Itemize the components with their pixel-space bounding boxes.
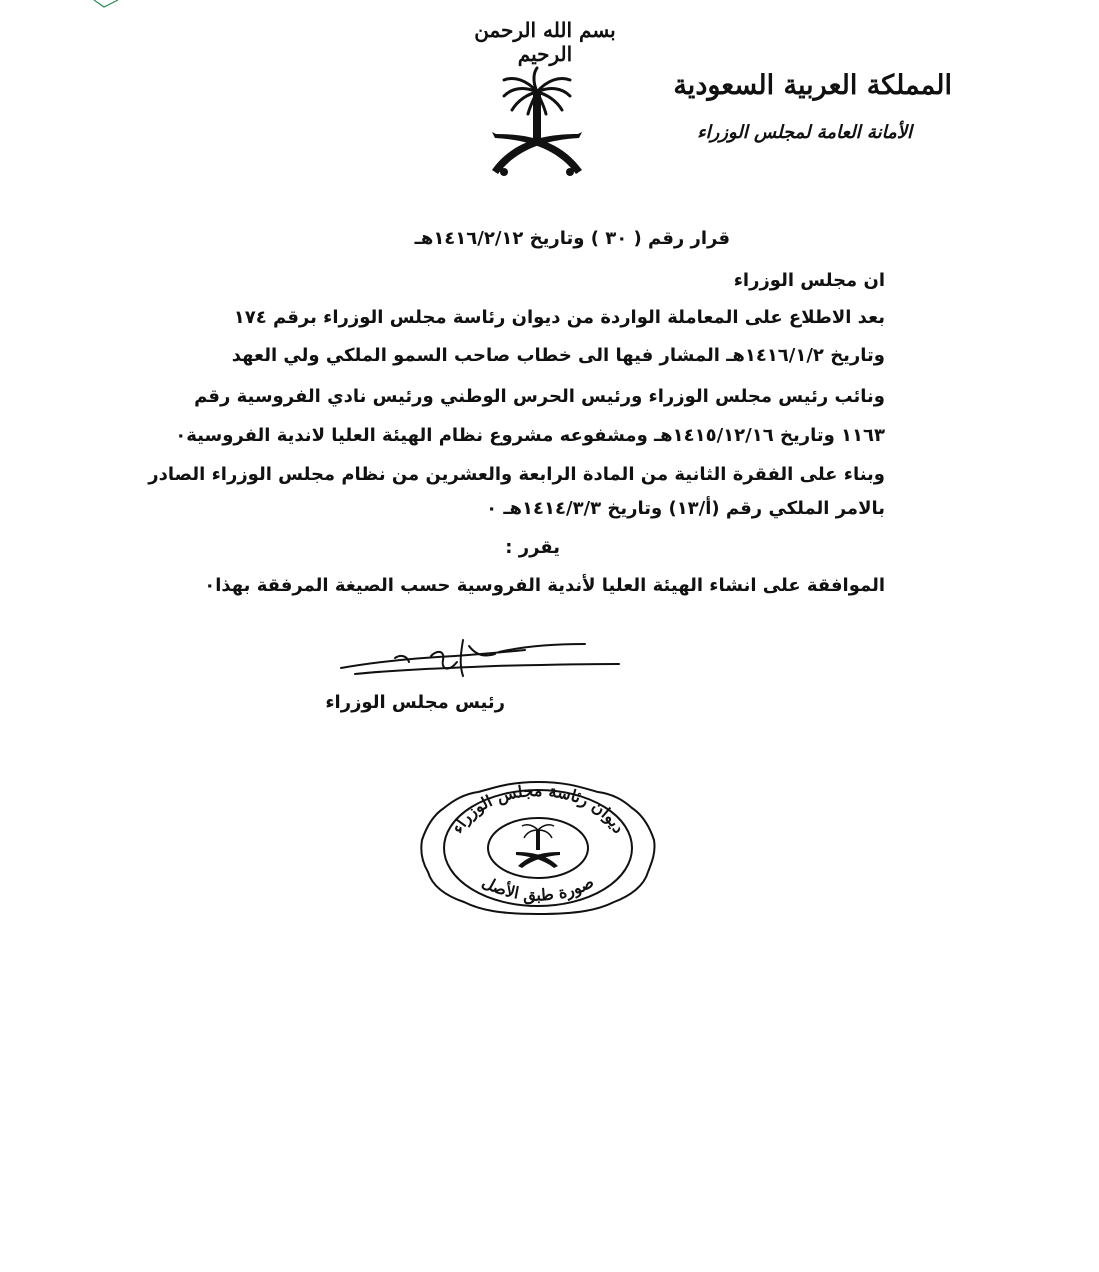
handwritten-signature	[335, 636, 625, 686]
seal-emblem-icon	[516, 825, 560, 868]
body-line-1: بعد الاطلاع على المعاملة الواردة من ديوان رئاسة مجلس الوزراء برقم ١٧٤	[233, 307, 885, 328]
decides-label: يقرر :	[505, 537, 560, 558]
seal-top-text: ديوان رئاسة مجلس الوزراء	[447, 780, 629, 837]
body-line-6: بالامر الملكي رقم (أ/١٣) وتاريخ ١٤١٤/٣/٣هـ ٠	[486, 498, 885, 519]
basmala: بسم الله الرحمن الرحيم	[474, 18, 616, 66]
signer-title: رئيس مجلس الوزراء	[325, 692, 505, 713]
letterhead-kingdom: المملكة العربية السعودية	[673, 70, 952, 101]
saudi-emblem-icon	[482, 62, 592, 192]
svg-text:ديوان رئاسة مجلس الوزراء	[447, 781, 628, 836]
addressee: ان مجلس الوزراء	[733, 270, 885, 291]
seal-bottom-text: صورة طبق الأصل	[479, 872, 597, 905]
decree-heading: قرار رقم ( ٣٠ ) وتاريخ ١٤١٦/٢/١٢هـ	[414, 228, 730, 249]
approval-text: الموافقة على انشاء الهيئة العليا لأندية الفروسية حسب الصيغة المرفقة بهذا٠	[204, 575, 885, 596]
body-line-2: وتاريخ ١٤١٦/١/٢هـ المشار فيها الى خطاب صاحب السمو الملكي ولي العهد	[231, 345, 885, 366]
body-line-5: وبناء على الفقرة الثانية من المادة الرابعة والعشرين من نظام مجلس الوزراء الصادر	[148, 464, 885, 485]
official-seal-stamp	[418, 778, 658, 918]
scan-corner-mark	[92, 0, 122, 8]
body-line-4: ١١٦٣ وتاريخ ١٤١٥/١٢/١٦هـ ومشفوعه مشروع نظام الهيئة العليا لاندية الفروسية٠	[175, 425, 885, 446]
body-line-3: ونائب رئيس مجلس الوزراء ورئيس الحرس الوطني ورئيس نادي الفروسية رقم	[194, 386, 885, 407]
letterhead-secretariat: الأمانة العامة لمجلس الوزراء	[697, 122, 912, 143]
